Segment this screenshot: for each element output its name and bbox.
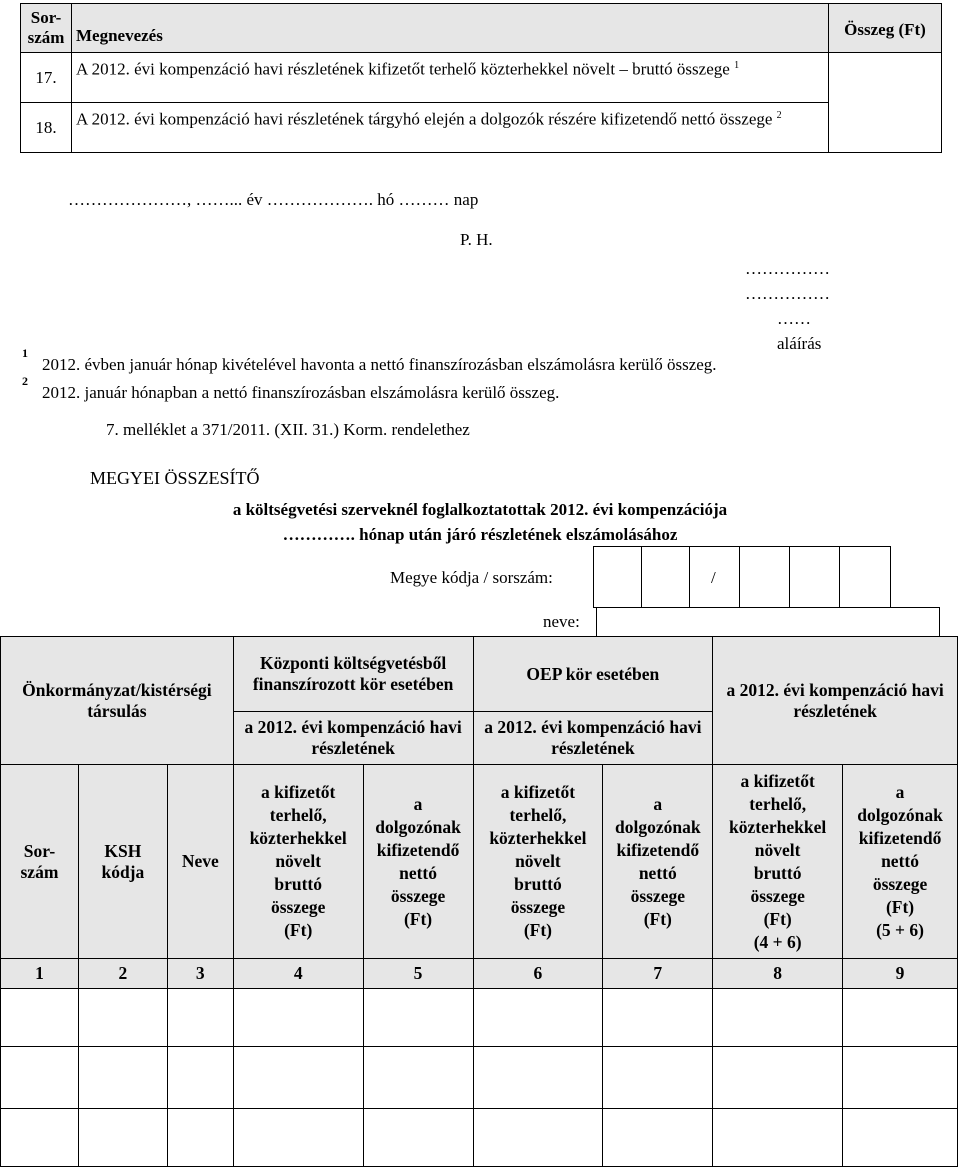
table-cell[interactable] [363,1109,473,1167]
col-header-amount: Összeg (Ft) [829,4,942,53]
table-cell[interactable] [603,1047,713,1109]
table-cell[interactable] [1,1047,79,1109]
page-title: MEGYEI ÖSSZESÍTŐ [90,468,260,488]
column-number-row [1,959,958,989]
table-row [1,1047,958,1109]
col-header-number: Sor- szám [21,4,72,53]
county-code-box[interactable] [641,546,690,608]
col-header-total-net: a dolgozónak kifizetendő nettó összege (Ft) (5 + 6) [843,765,958,959]
column-number: 1 [1,959,79,989]
col-header-total-gross: a kifizetőt terhelő, közterhekkel növelt bruttó összege (Ft) (4 + 6) [713,765,843,959]
table-cell[interactable] [1,989,79,1047]
table-cell[interactable] [713,1047,843,1109]
table-cell[interactable] [473,989,603,1047]
table-cell[interactable] [713,989,843,1047]
annex-reference: 7. melléklet a 371/2011. (XII. 31.) Korm. rendelethez [106,420,470,439]
footnote-1: $^1$2012. évben január hónap kivételével havonta a nettó finanszírozásban elszámolásra kerülő összeg. [22,346,717,374]
oep-title: OEP kör esetében [474,637,713,712]
table-cell[interactable] [363,1047,473,1109]
group-header-municipality: Önkormányzat/kistérségi társulás [1,637,234,765]
subtitle-1: a költségvetési szerveknél foglalkoztatottak 2012. évi kompenzációja [232,500,728,519]
table-cell[interactable] [603,1109,713,1167]
col-header-central-net: a dolgozónak kifizetendő nettó összege (Ft) [363,765,473,959]
table-cell[interactable] [167,1047,233,1109]
col-header-name: Neve [167,765,233,959]
signature-dots: …………… [745,284,830,303]
table-cell[interactable] [473,1109,603,1167]
county-code-label: Megye kódja / sorszám: [390,568,553,587]
table-cell[interactable] [1,1109,79,1167]
signature-block [745,256,830,356]
county-code-separator: / [711,568,716,587]
col-header-oep-gross: a kifizetőt terhelő, közterhekkel növelt bruttó összege (Ft) [473,765,603,959]
summary-table [20,3,942,153]
table-cell[interactable] [233,1109,363,1167]
table-cell[interactable] [843,1109,958,1167]
table-cell[interactable] [473,1047,603,1109]
col-header-name: Megnevezés [72,4,829,53]
table-cell[interactable] [78,989,167,1047]
table-cell[interactable] [713,1109,843,1167]
col-header-oep-net: a dolgozónak kifizetendő nettó összege (Ft) [603,765,713,959]
county-code-box[interactable] [593,546,642,608]
county-code-box[interactable] [839,546,891,608]
col-header-central-gross: a kifizetőt terhelő, közterhekkel növelt bruttó összege (Ft) [233,765,363,959]
column-number: 4 [233,959,363,989]
column-number: 9 [843,959,958,989]
table-row [1,989,958,1047]
footnote-2: $^2$2012. január hónapban a nettó finanszírozásban elszámolásra kerülő összeg. [22,374,560,402]
column-number: 8 [713,959,843,989]
table-cell[interactable] [603,989,713,1047]
stamp-placeholder: P. H. [460,230,493,249]
subtitle-2: …………. hónap után járó részletének elszámolásához [282,525,678,544]
col-header-number: Sor- szám [1,765,79,959]
row-text: A 2012. évi kompenzáció havi részletének tárgyhó elején a dolgozók részére kifizetendő nettó összege $^2$ [72,103,829,153]
signature-dots: …………… [745,259,830,278]
table-cell[interactable] [167,1109,233,1167]
name-field[interactable] [596,607,940,637]
table-cell[interactable] [363,989,473,1047]
group-header-total: a 2012. évi kompenzáció havi részletének [713,637,958,765]
date-line: …………………, ……... év ………………. hó ……… nap [68,190,479,209]
column-number: 3 [167,959,233,989]
name-label: neve: [543,612,580,631]
table-cell[interactable] [78,1109,167,1167]
col-header-ksh-code: KSH kódja [78,765,167,959]
central-subtitle: a 2012. évi kompenzáció havi részletének [244,717,462,758]
row-text: A 2012. évi kompenzáció havi részletének kifizetőt terhelő közterhekkel növelt – bruttó összege $^1$ [72,53,829,103]
column-number: 5 [363,959,473,989]
column-number: 7 [603,959,713,989]
group-header-central [233,637,473,765]
table-cell[interactable] [167,989,233,1047]
column-number: 2 [78,959,167,989]
table-cell[interactable] [233,1047,363,1109]
signature-dots: …… [777,309,811,328]
table-cell[interactable] [78,1047,167,1109]
table-cell[interactable] [233,989,363,1047]
table-cell[interactable] [843,1047,958,1109]
table-cell[interactable] [843,989,958,1047]
county-code-box[interactable] [739,546,790,608]
county-summary-table [0,636,958,1167]
county-code-box[interactable] [789,546,840,608]
central-title: Központi költségvetésből finanszírozott kör esetében [234,637,473,712]
row-number: 18. [21,103,72,153]
signature-label: aláírás [777,334,822,353]
oep-subtitle: a 2012. évi kompenzáció havi részletének [484,717,702,758]
column-number: 6 [473,959,603,989]
table-row [1,1109,958,1167]
amount-cell[interactable] [829,53,942,153]
group-header-oep [473,637,713,765]
row-number: 17. [21,53,72,103]
